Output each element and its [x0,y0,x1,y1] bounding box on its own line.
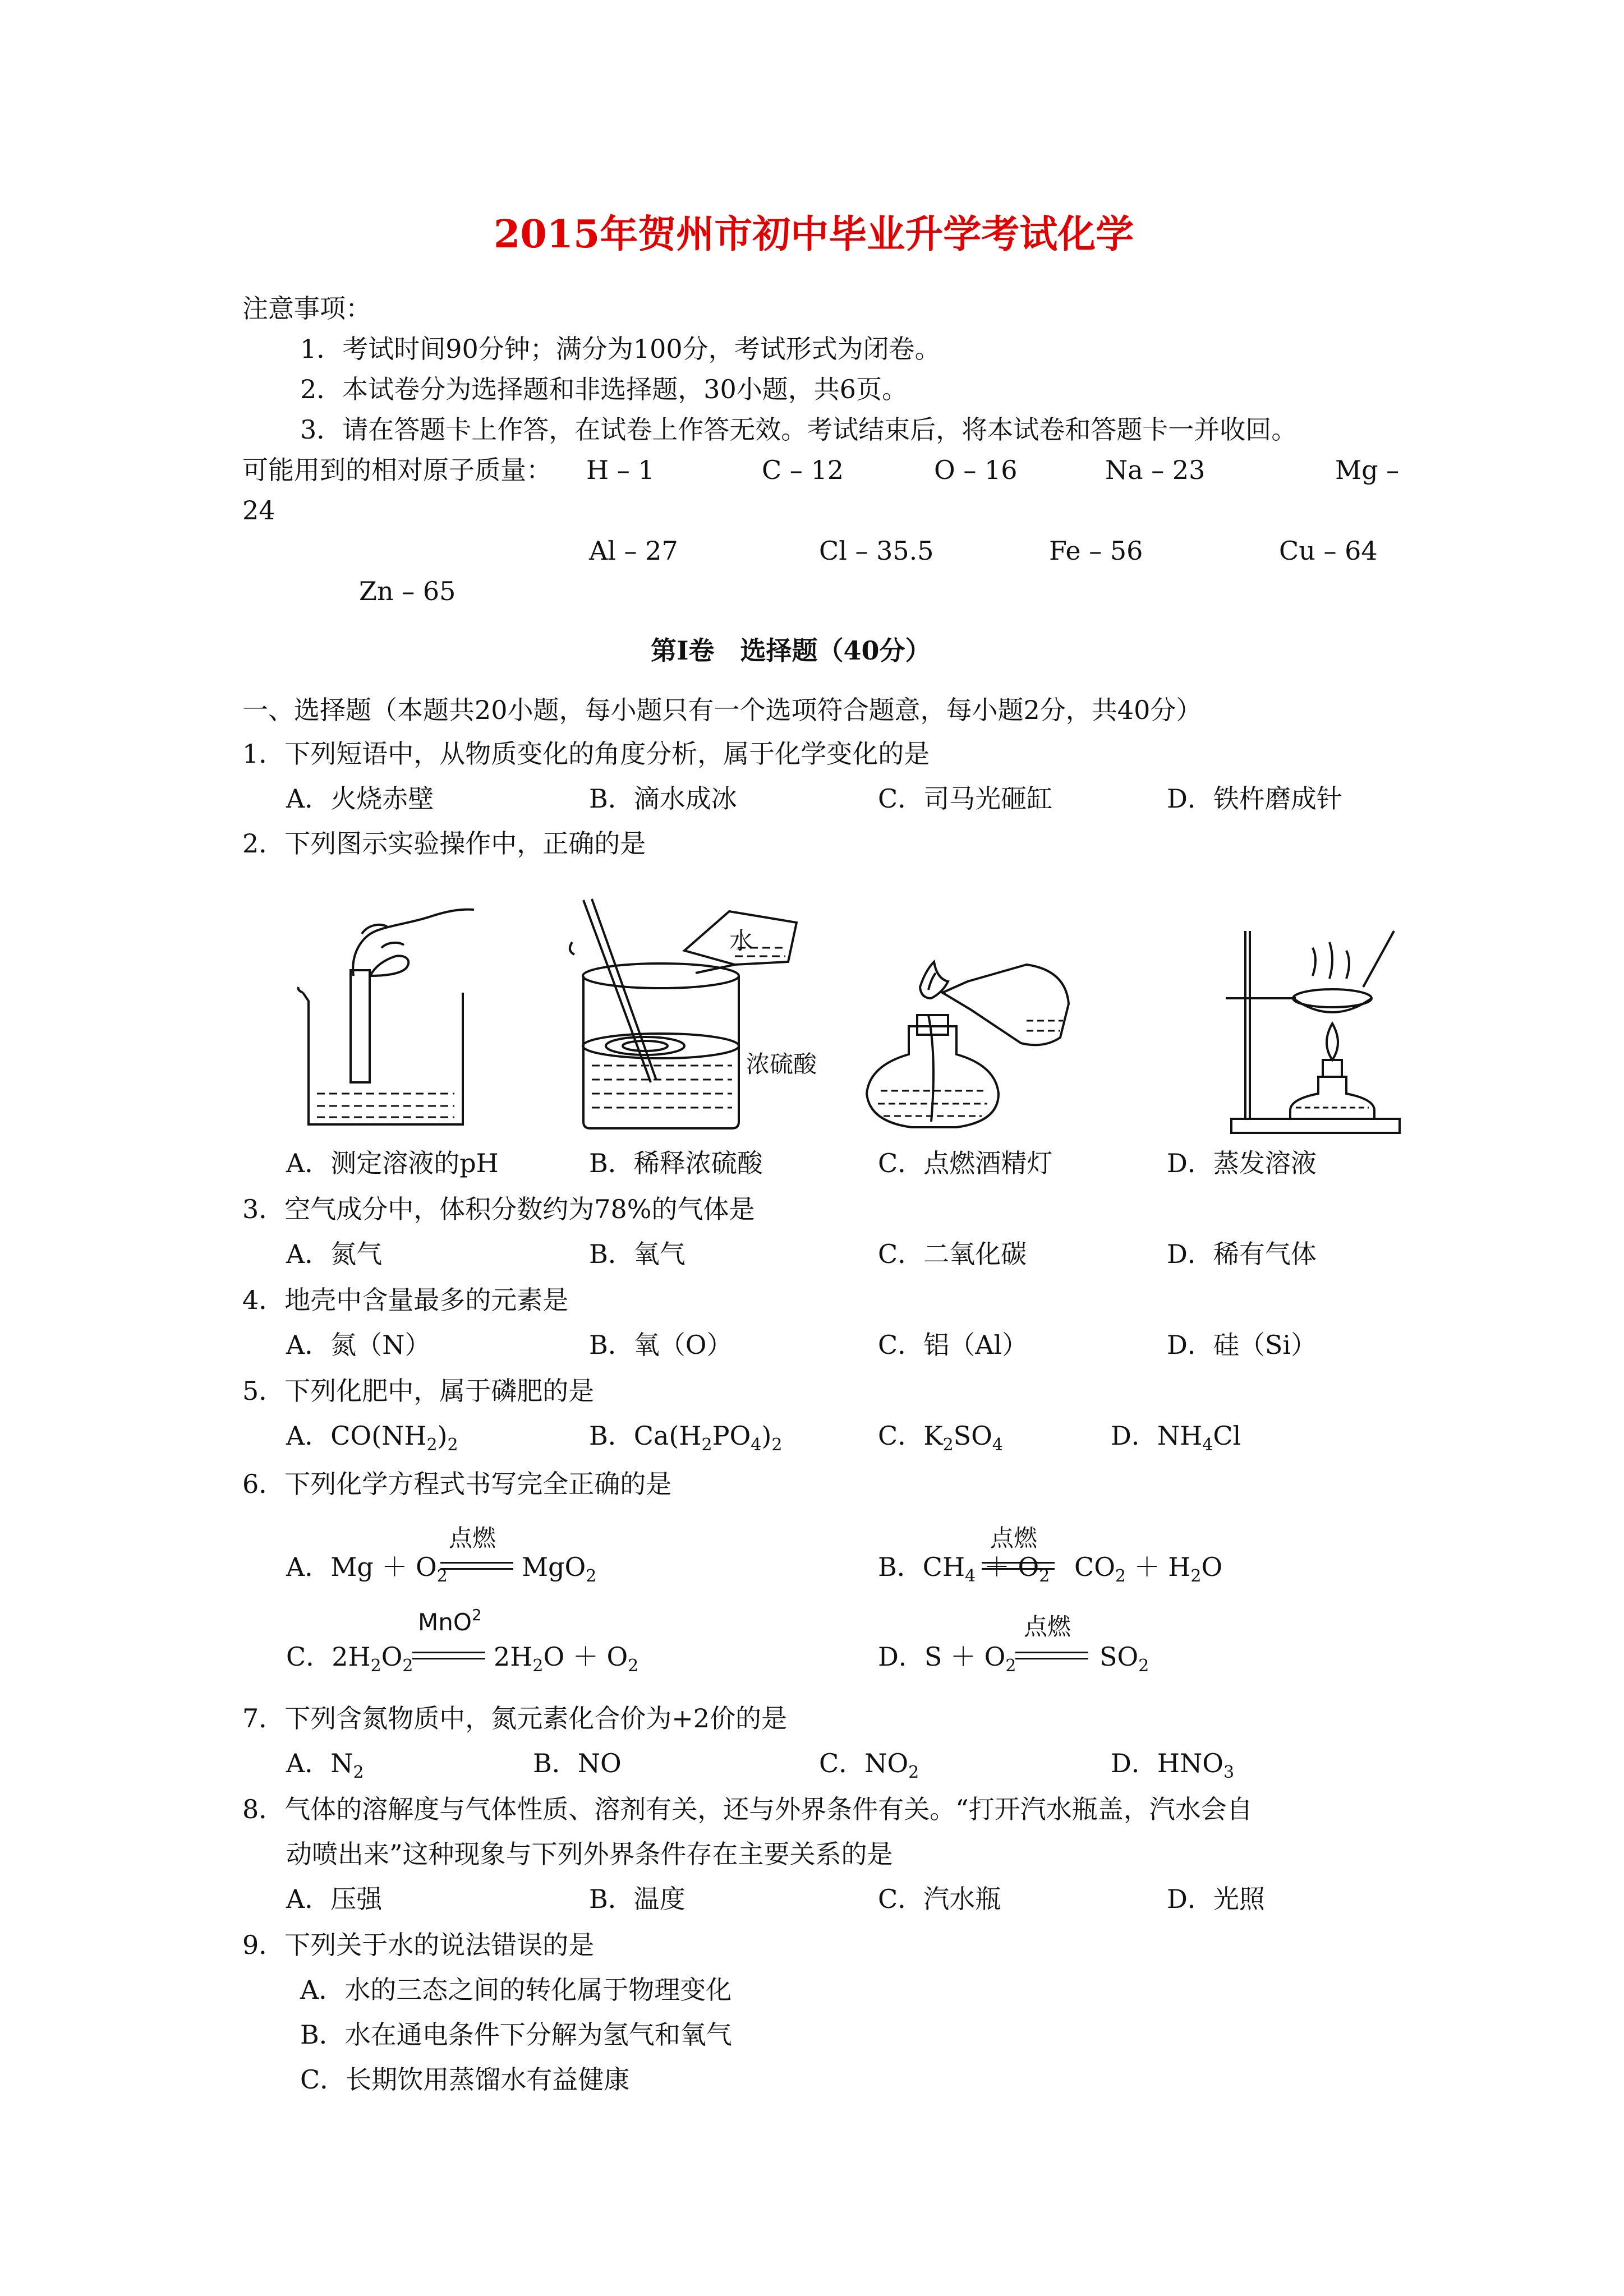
q1-stem: 1．下列短语中，从物质变化的角度分析，属于化学变化的是 [242,739,930,769]
q5-option-c: C．$K_2SO_4$ [878,1421,1003,1455]
q5-option-a: A．$CO(NH_2)_2$ [286,1421,458,1455]
q6-b-condition: 点燃 [990,1524,1038,1552]
q6-option-c-rhs: $2H_2O + O_2$ [494,1642,639,1676]
q6-a-equals-sign [440,1562,513,1570]
note-item-1: 1．考试时间90分钟；满分为100分，考试形式为闭卷。 [300,334,941,364]
section-intro: 一、选择题（本题共20小题，每小题只有一个选项符合题意，每小题2分，共40分） [242,695,1202,725]
atomic-mass-label: 可能用到的相对原子质量： [242,455,552,485]
q5-option-d: D．$NH_4Cl$ [1111,1421,1241,1455]
q6-d-equals-sign [1015,1652,1088,1659]
atomic-mass-o: O – 16 [934,455,1018,485]
q8-option-b: B．温度 [589,1884,686,1914]
q3-option-c: C．二氧化碳 [878,1239,1027,1269]
q7-stem: 7．下列含氮物质中，氮元素化合价为+2价的是 [242,1703,788,1733]
q7-option-a: A．$N_2$ [286,1748,364,1782]
q6-c-condition: MnO$^2$ [418,1606,482,1636]
q4-option-a: A．氮（N） [286,1330,431,1360]
q1-option-b: B．滴水成冰 [589,783,737,814]
atomic-mass-cl: Cl – 35.5 [819,536,934,566]
q6-option-d-lhs: D．$S + O_2$ [878,1642,1016,1676]
q6-b-equals-sign [982,1562,1055,1570]
q6-d-condition: 点燃 [1024,1613,1071,1640]
q4-option-c: C．铝（Al） [878,1330,1028,1360]
atomic-mass-mg-value: 24 [242,495,275,525]
q9-option-c: C．长期饮用蒸馏水有益健康 [300,2064,630,2095]
atomic-mass-al: Al – 27 [589,536,678,566]
atomic-mass-fe: Fe – 56 [1049,536,1143,566]
q1-option-c: C．司马光砸缸 [878,783,1053,814]
q6-option-b-lhs: B．$CH_4 + O_2$ [878,1552,1050,1586]
atomic-mass-zn: Zn – 65 [359,576,456,606]
q2-option-d: D．蒸发溶液 [1167,1148,1317,1178]
q1-option-a: A．火烧赤壁 [286,783,434,814]
q3-stem: 3．空气成分中，体积分数约为78%的气体是 [242,1194,755,1224]
q9-option-b: B．水在通电条件下分解为氢气和氧气 [300,2020,732,2050]
q8-stem-line1: 8．气体的溶解度与气体性质、溶剂有关，还与外界条件有关。“打开汽水瓶盖，汽水会自 [242,1794,1253,1824]
q2-stem: 2．下列图示实验操作中，正确的是 [242,828,646,859]
q1-option-d: D．铁杵磨成针 [1167,783,1342,814]
q8-option-d: D．光照 [1167,1884,1265,1914]
q8-stem-line2: 动喷出来”这种现象与下列外界条件存在主要关系的是 [286,1839,893,1869]
q6-stem: 6．下列化学方程式书写完全正确的是 [242,1469,672,1499]
q9-stem: 9．下列关于水的说法错误的是 [242,1930,595,1960]
q7-option-d: D．$HNO_3$ [1111,1748,1235,1782]
q6-option-b-rhs: $CO_2 + H_2O$ [1074,1552,1223,1586]
figure-dilute-acid [567,897,802,1133]
q6-option-a-lhs: A．$Mg + O_2$ [286,1552,448,1586]
q3-option-d: D．稀有气体 [1167,1239,1317,1269]
q8-option-a: A．压强 [286,1884,383,1914]
q6-option-a-rhs: MgO$_2$ [522,1552,597,1586]
atomic-mass-mg: Mg – [1335,455,1400,485]
notes-heading: 注意事项： [242,293,371,324]
q5-stem: 5．下列化肥中，属于磷肥的是 [242,1376,595,1406]
atomic-mass-cu: Cu – 64 [1279,536,1378,566]
figure-label-water: 水 [729,927,753,955]
figure-ph-test [292,892,477,1133]
q7-option-b: B．NO [533,1748,622,1778]
atomic-mass-h: H – 1 [586,455,655,485]
q4-stem: 4．地壳中含量最多的元素是 [242,1285,569,1315]
page-title: 2015年贺州市初中毕业升学考试化学 [494,212,1134,257]
note-item-2: 2．本试卷分为选择题和非选择题，30小题，共6页。 [300,374,908,404]
q6-a-condition: 点燃 [449,1524,496,1552]
figure-evaporate [1223,925,1402,1138]
q9-option-a: A．水的三态之间的转化属于物理变化 [300,1975,732,2005]
figure-label-acid: 浓硫酸 [746,1050,817,1078]
section-title: 第Ⅰ卷 选择题（40分） [651,635,931,666]
q6-option-c-lhs: C．$2H_2O_2$ [286,1642,413,1676]
figure-light-lamp [858,959,1083,1133]
q6-option-d-rhs: $SO_2$ [1099,1642,1149,1676]
note-item-3: 3．请在答题卡上作答，在试卷上作答无效。考试结束后，将本试卷和答题卡一并收回。 [300,414,1298,445]
q3-option-b: B．氧气 [589,1239,686,1269]
q8-option-c: C．汽水瓶 [878,1884,1001,1914]
q5-option-b: B．$Ca(H_2PO_4)_2$ [589,1421,783,1455]
q7-option-c: C．$NO_2$ [819,1748,919,1782]
q3-option-a: A．氮气 [286,1239,383,1269]
q2-option-c: C．点燃酒精灯 [878,1148,1053,1178]
q4-option-d: D．硅（Si） [1167,1330,1317,1360]
atomic-mass-c: C – 12 [762,455,844,485]
q2-option-a: A．测定溶液的pH [286,1148,499,1178]
q6-c-equals-sign [412,1652,485,1659]
q4-option-b: B．氧（O） [589,1330,733,1360]
q2-option-b: B．稀释浓硫酸 [589,1148,763,1178]
atomic-mass-na: Na – 23 [1105,455,1206,485]
